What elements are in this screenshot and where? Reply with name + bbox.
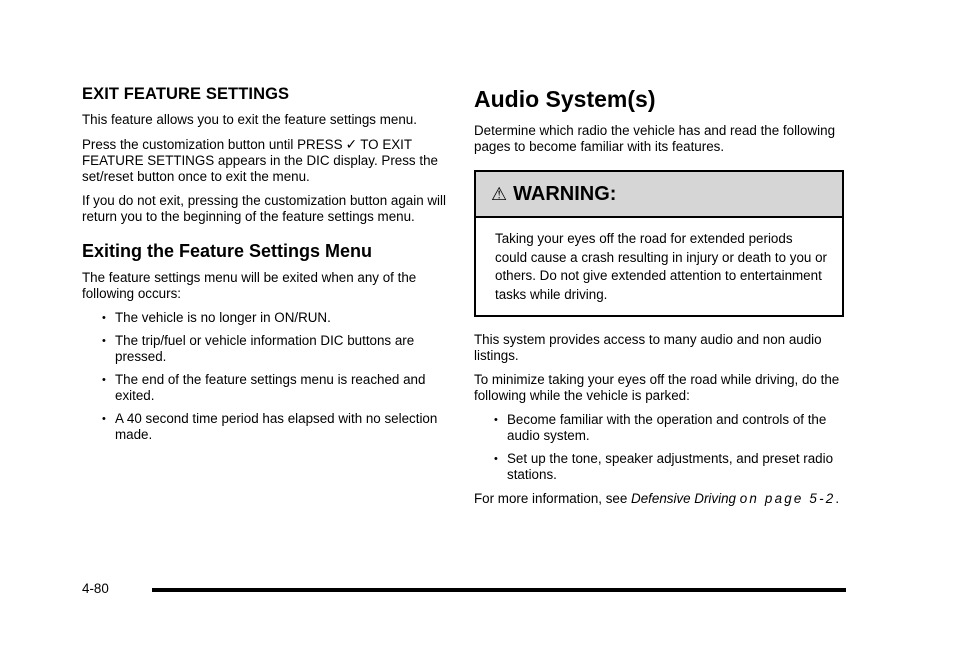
parked-tasks-list [474, 412, 844, 483]
audio-systems-heading: Audio System(s) [474, 86, 656, 112]
exit-conditions-list [82, 310, 450, 443]
more-information-text: For more information, see Defensive Driving on page 5-2. [474, 491, 840, 506]
exiting-menu-heading: Exiting the Feature Settings Menu [82, 241, 373, 261]
checkmark-icon: ✓ [345, 136, 358, 152]
warning-triangle-icon: ⚠ [491, 184, 508, 204]
list-item: • Set up the tone, speaker adjustments, and preset radio stations. [494, 451, 834, 482]
bullet-icon: • [494, 414, 498, 426]
warning-title: WARNING: [513, 182, 617, 205]
footer-rule [152, 588, 846, 592]
audio-intro: Determine which radio the vehicle has and read the following pages to become familiar with its features. [474, 123, 836, 154]
page-number: 4-80 [82, 581, 109, 596]
list-item: • The vehicle is no longer in ON/RUN. [102, 310, 331, 325]
page-reference-link[interactable]: on page 5-2 [739, 491, 836, 506]
list-item: • The trip/fuel or vehicle information DIC buttons are pressed. [102, 333, 415, 364]
bullet-icon: • [102, 374, 106, 386]
instructions-part-1: Press the customization button until PRESS [82, 137, 343, 152]
audio-parked-intro: To minimize taking your eyes off the road while driving, do the following while the vehicle is parked: [474, 372, 840, 403]
right-column [474, 84, 844, 515]
defensive-driving-link[interactable]: Defensive Driving [631, 491, 736, 506]
warning-body: Taking your eyes off the road for extended periods could cause a crash resulting in injury or death to you or others. Do not give extended attention to entertainment tasks while driving. [495, 231, 827, 302]
exit-feature-note: If you do not exit, pressing the customization button again will return you to the beginning of the feature settings menu. [82, 193, 446, 224]
exit-feature-instructions [82, 136, 450, 185]
exit-feature-settings-heading: EXIT FEATURE SETTINGS [82, 85, 290, 103]
audio-listings-text: This system provides access to many audio and non audio listings. [474, 332, 822, 363]
bullet-icon: • [102, 312, 106, 324]
bullet-icon: • [102, 413, 106, 425]
bullet-icon: • [494, 453, 498, 465]
left-column [82, 84, 450, 451]
warning-box [474, 170, 844, 317]
instructions-part-2: TO EXIT FEATURE SETTINGS appears in the DIC display. Press the set/reset button once to exit the menu. [82, 137, 438, 184]
list-item: • The end of the feature settings menu is reached and exited. [102, 372, 426, 403]
bullet-icon: • [102, 335, 106, 347]
warning-header [476, 172, 842, 218]
list-item: • A 40 second time period has elapsed with no selection made. [102, 411, 438, 442]
list-item: • Become familiar with the operation and controls of the audio system. [494, 412, 827, 443]
exit-feature-intro: This feature allows you to exit the feature settings menu. [82, 112, 417, 127]
exiting-menu-intro: The feature settings menu will be exited when any of the following occurs: [82, 270, 417, 301]
